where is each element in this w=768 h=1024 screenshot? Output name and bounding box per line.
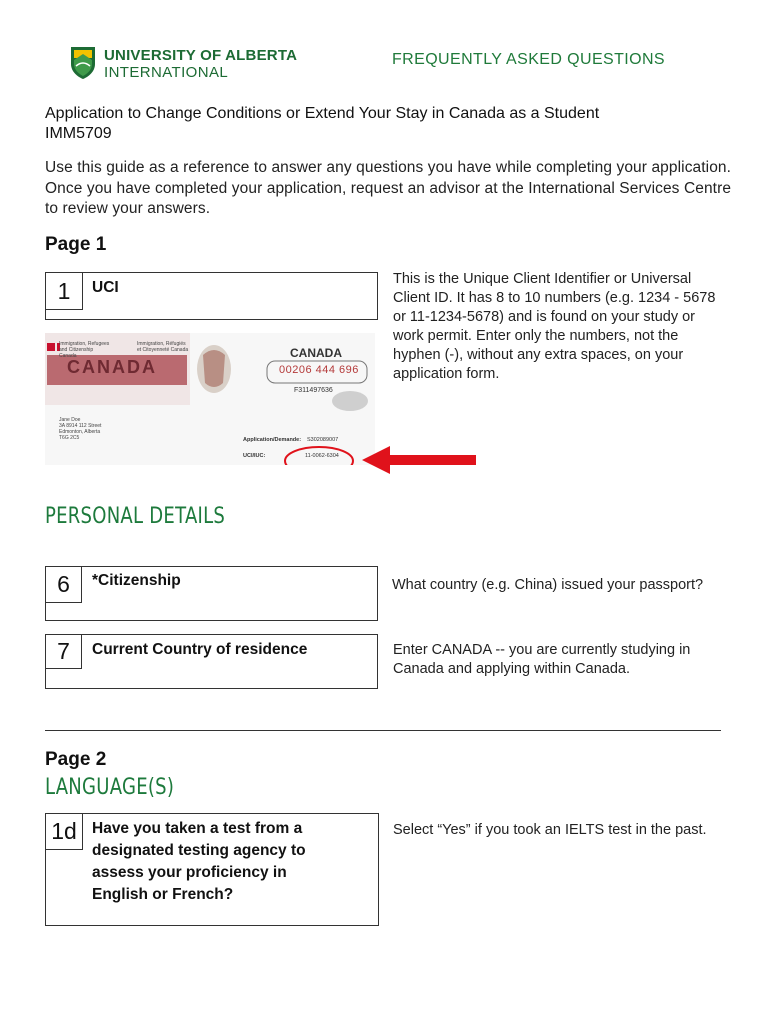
field-number: 1d xyxy=(46,814,83,850)
language-test-field-box xyxy=(45,813,379,926)
uci-explanation: This is the Unique Client Identifier or Universal Client ID. It has 8 to 10 numbers (e.g. 1234 - 5678 or 11-1234-5678) and is found on your study or work permit. Enter only the numbers, not the hyphen (-), without any extra spaces, on your application form. xyxy=(393,271,716,382)
permit-holder-name: Jane Doe xyxy=(59,417,81,423)
language-test-explanation: Select “Yes” if you took an IELTS test in the past. xyxy=(393,822,707,838)
red-arrow-icon xyxy=(362,444,478,476)
uci-field-box xyxy=(45,272,378,320)
document-title-line1: Application to Change Conditions or Extend Your Stay in Canada as a Student xyxy=(45,105,600,122)
university-shield-logo xyxy=(70,46,96,80)
logo-text-international: INTERNATIONAL xyxy=(104,64,229,81)
permit-serial: F311497636 xyxy=(294,387,333,394)
page2-heading: Page 2 xyxy=(45,749,107,770)
field-number: 7 xyxy=(46,635,82,669)
permit-uci-value: 11-0062-6304 xyxy=(305,453,339,459)
field-label-uci: UCI xyxy=(92,279,119,296)
faq-header: FREQUENTLY ASKED QUESTIONS xyxy=(392,51,665,68)
permit-canada-label: CANADA xyxy=(290,346,342,360)
residence-field-box xyxy=(45,634,378,689)
section-divider xyxy=(45,730,721,731)
field-label-citizenship: *Citizenship xyxy=(92,572,181,589)
field-number: 1 xyxy=(46,273,83,310)
intro-paragraph: Use this guide as a reference to answer any questions you have while completing your application. Once you have completed your application, request an advisor at the International Services Centre to review your answers. xyxy=(45,159,732,217)
languages-heading: LANGUAGE(S) xyxy=(45,775,175,800)
study-permit-sample-image xyxy=(45,333,375,465)
field-label-residence: Current Country of residence xyxy=(92,641,308,658)
document-title xyxy=(45,104,725,144)
residence-explanation: Enter CANADA -- you are currently studying in Canada and applying within Canada. xyxy=(393,642,691,677)
personal-details-heading: PERSONAL DETAILS xyxy=(45,504,226,529)
permit-uci-label: UCI/IUC: xyxy=(243,453,266,459)
page1-heading: Page 1 xyxy=(45,234,107,255)
permit-address-line1: 3A 8914 112 Street xyxy=(59,423,102,429)
field-label-language-test: Have you taken a test from a designated testing agency to assess your proficiency in English or French? xyxy=(92,820,306,903)
permit-document-number: 00206 444 696 xyxy=(279,364,359,376)
permit-application-value: S302089007 xyxy=(307,437,339,443)
permit-canada-watermark: CANADA xyxy=(67,357,157,377)
permit-application-label: Application/Demande: xyxy=(243,437,302,443)
document-form-number: IMM5709 xyxy=(45,125,112,142)
field-number: 6 xyxy=(46,567,82,603)
permit-department-fr: Immigration, Réfugiés et Citoyenneté Canada xyxy=(137,341,189,353)
logo-text-university: UNIVERSITY OF ALBERTA xyxy=(104,47,298,64)
citizenship-field-box xyxy=(45,566,378,621)
citizenship-explanation: What country (e.g. China) issued your passport? xyxy=(392,577,704,593)
permit-department-en: Immigration, Refugees and Citizenship Canada xyxy=(59,341,110,359)
permit-address-line2: Edmonton, Alberta xyxy=(59,429,101,435)
permit-holder-address xyxy=(59,417,101,441)
permit-address-line3: T6G 2C5 xyxy=(59,435,80,441)
